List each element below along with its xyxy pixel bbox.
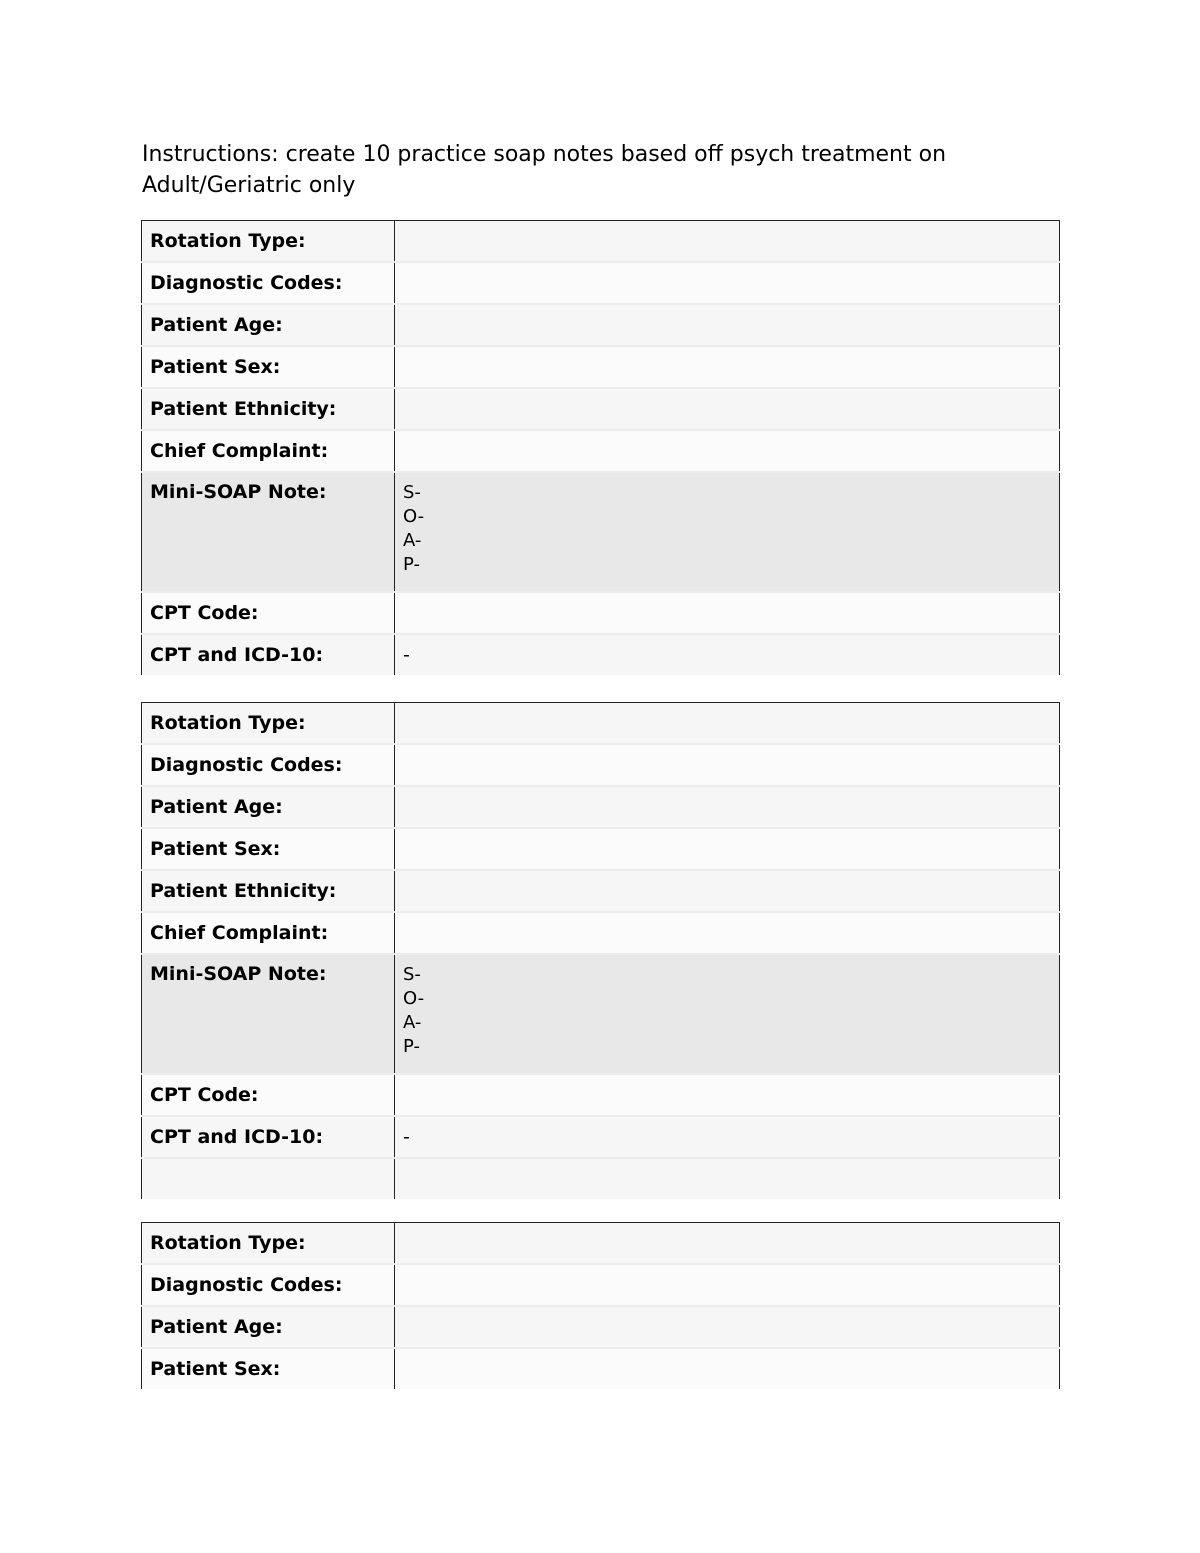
table-row (142, 346, 1060, 388)
patient-age-label: Patient Age: (142, 1306, 395, 1348)
chief-complaint-field[interactable] (395, 912, 1060, 954)
table-row (142, 870, 1060, 912)
table-row (142, 786, 1060, 828)
rotation-type-label: Rotation Type: (142, 703, 395, 745)
table-row (142, 1348, 1060, 1389)
rotation-type-label: Rotation Type: (142, 1223, 395, 1265)
chief-complaint-label: Chief Complaint: (142, 430, 395, 472)
cpt-icd10-label: CPT and ICD-10: (142, 1116, 395, 1158)
mini-soap-note-field[interactable] (395, 954, 1060, 1074)
table-row (142, 954, 1060, 1074)
table-row (142, 1158, 1060, 1199)
cpt-icd10-label: CPT and ICD-10: (142, 634, 395, 675)
soap-a-line: A- (403, 530, 422, 551)
patient-age-label: Patient Age: (142, 786, 395, 828)
table-row (142, 1264, 1060, 1306)
table-row (142, 1306, 1060, 1348)
table-row (142, 388, 1060, 430)
chief-complaint-field[interactable] (395, 430, 1060, 472)
table-row (142, 592, 1060, 634)
soap-note-table-2 (141, 702, 1060, 1199)
chief-complaint-label: Chief Complaint: (142, 912, 395, 954)
diagnostic-codes-label: Diagnostic Codes: (142, 744, 395, 786)
cpt-code-label: CPT Code: (142, 592, 395, 634)
patient-age-field[interactable] (395, 1306, 1060, 1348)
soap-p-line: P- (403, 554, 420, 575)
diagnostic-codes-field[interactable] (395, 1264, 1060, 1306)
cpt-icd10-field[interactable]: - (395, 634, 1060, 675)
diagnostic-codes-label: Diagnostic Codes: (142, 1264, 395, 1306)
patient-sex-field[interactable] (395, 828, 1060, 870)
patient-ethnicity-field[interactable] (395, 388, 1060, 430)
table-row (142, 1074, 1060, 1116)
patient-age-label: Patient Age: (142, 304, 395, 346)
soap-s-line: S- (403, 964, 421, 985)
diagnostic-codes-label: Diagnostic Codes: (142, 262, 395, 304)
table-row (142, 1223, 1060, 1265)
patient-sex-label: Patient Sex: (142, 1348, 395, 1389)
soap-a-line: A- (403, 1012, 422, 1033)
table-row (142, 430, 1060, 472)
soap-note-table-1 (141, 220, 1060, 675)
mini-soap-note-field[interactable] (395, 472, 1060, 592)
patient-sex-field[interactable] (395, 1348, 1060, 1389)
patient-ethnicity-field[interactable] (395, 870, 1060, 912)
table-row (142, 634, 1060, 675)
rotation-type-field[interactable] (395, 703, 1060, 745)
table-row (142, 1116, 1060, 1158)
cpt-code-field[interactable] (395, 1074, 1060, 1116)
soap-p-line: P- (403, 1036, 420, 1057)
patient-sex-field[interactable] (395, 346, 1060, 388)
rotation-type-field[interactable] (395, 221, 1060, 263)
table-row (142, 304, 1060, 346)
table-row (142, 221, 1060, 263)
patient-sex-label: Patient Sex: (142, 828, 395, 870)
diagnostic-codes-field[interactable] (395, 744, 1060, 786)
patient-ethnicity-label: Patient Ethnicity: (142, 870, 395, 912)
rotation-type-field[interactable] (395, 1223, 1060, 1265)
empty-cell[interactable] (142, 1158, 395, 1199)
cpt-code-field[interactable] (395, 592, 1060, 634)
mini-soap-note-label: Mini-SOAP Note: (142, 954, 395, 1074)
table-row (142, 912, 1060, 954)
table-row (142, 703, 1060, 745)
table-row (142, 744, 1060, 786)
empty-cell[interactable] (395, 1158, 1060, 1199)
patient-sex-label: Patient Sex: (142, 346, 395, 388)
patient-age-field[interactable] (395, 786, 1060, 828)
cpt-icd10-field[interactable]: - (395, 1116, 1060, 1158)
table-row (142, 262, 1060, 304)
diagnostic-codes-field[interactable] (395, 262, 1060, 304)
soap-o-line: O- (403, 506, 425, 527)
soap-note-table-3 (141, 1222, 1060, 1389)
soap-o-line: O- (403, 988, 425, 1009)
table-row (142, 828, 1060, 870)
cpt-code-label: CPT Code: (142, 1074, 395, 1116)
instructions-text: Instructions: create 10 practice soap notes based off psych treatment on Adult/Geriatric only (142, 142, 947, 198)
rotation-type-label: Rotation Type: (142, 221, 395, 263)
patient-ethnicity-label: Patient Ethnicity: (142, 388, 395, 430)
soap-s-line: S- (403, 482, 421, 503)
patient-age-field[interactable] (395, 304, 1060, 346)
mini-soap-note-label: Mini-SOAP Note: (142, 472, 395, 592)
table-row (142, 472, 1060, 592)
